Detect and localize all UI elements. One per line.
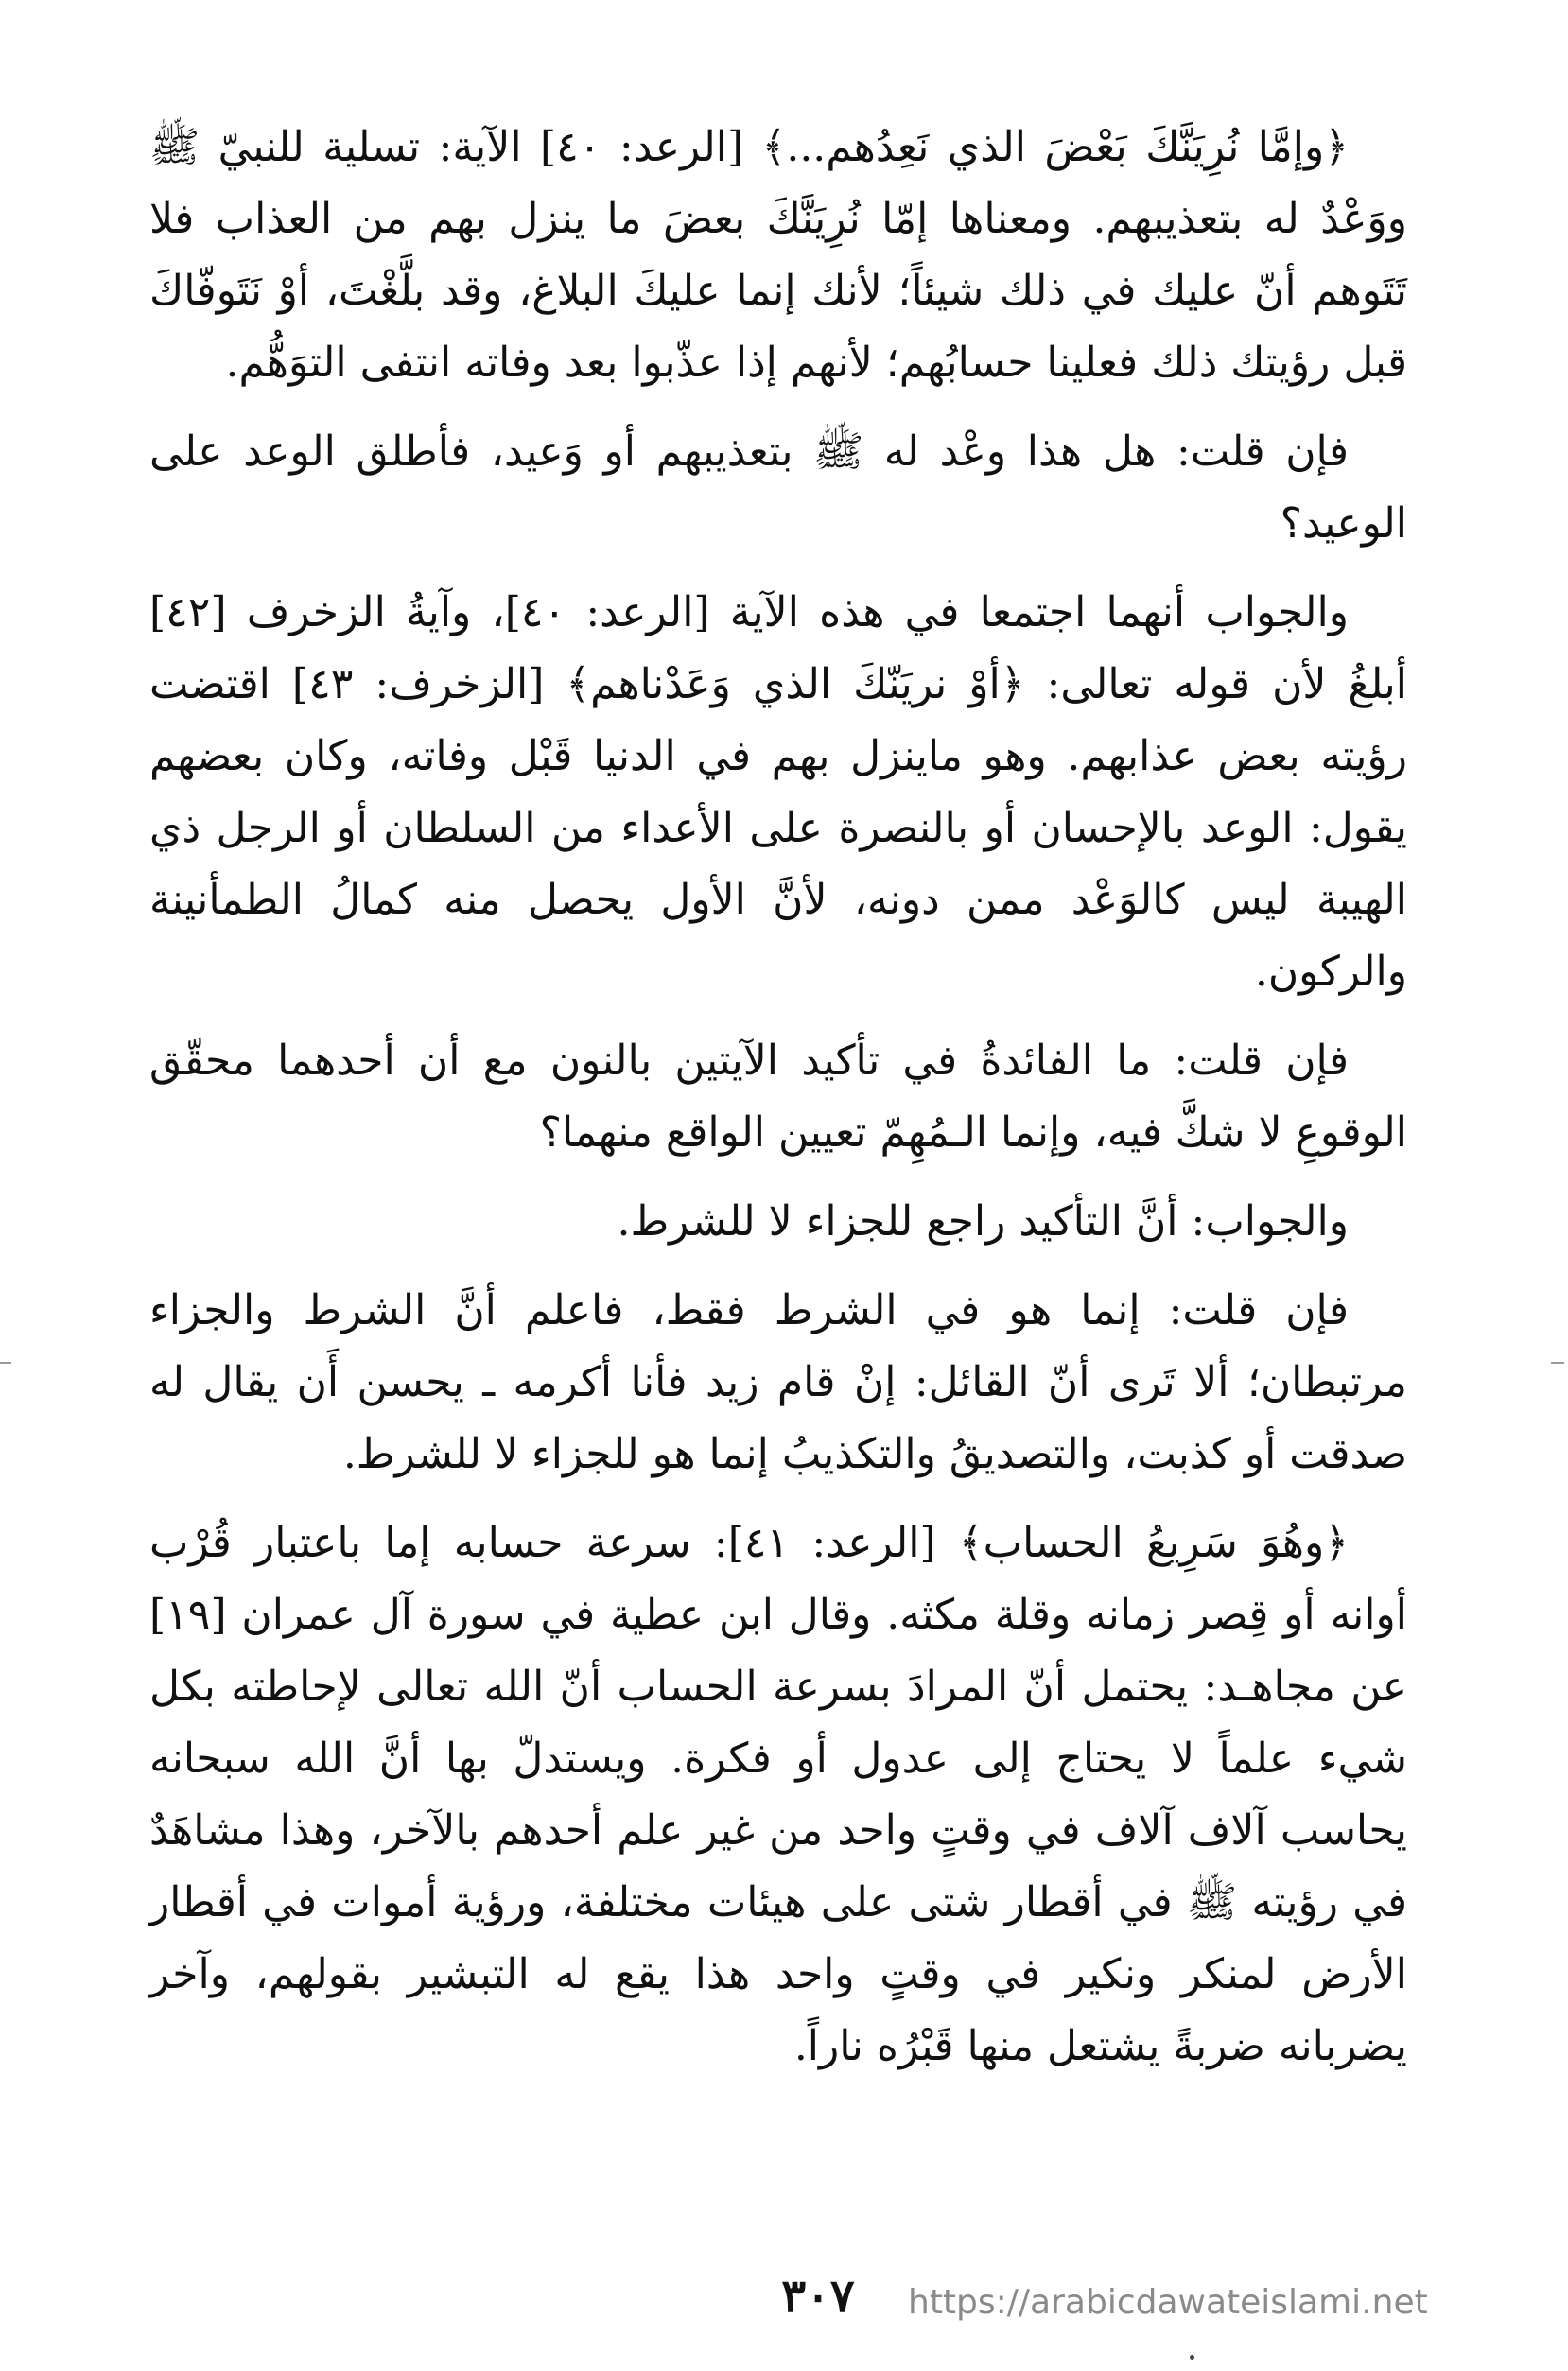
scan-mark-left [0,1362,11,1364]
scan-mark-right [1551,1362,1564,1364]
paragraph-2: فإن قلت: هل هذا وعْد له ﷺ بتعذيبهم أو وَعيد، فأطلق الوعد على الوعيد؟ [149,427,1407,548]
scan-speck [1190,2355,1194,2360]
watermark-url: https://arabicdawateislami.net [908,2283,1428,2322]
paragraph-1: ﴿وإمَّا نُرِيَنَّكَ بَعْضَ الذي نَعِدُهم...﴾ [الرعد: ٤٠] الآية: تسلية للنبيّ ﷺ ووَعْدٌ له بتعذيبهم. ومعناها إمّا نُرِيَنَّكَ بعضَ ما ينزل بهم من العذاب فلا تَتَوهم أنّ عليك في ذلك شيئاً؛ لأنك إنما عليكَ البلاغ، وقد بلَّغْتَ، أوْ نَتَوفّاكَ قبل رؤيتك ذلك فعلينا حسابُهم؛ لأنهم إذا عذّبوا بعد وفاته انتفى التوَهُّم. [149,123,1407,387]
paragraph-4: فإن قلت: ما الفائدةُ في تأكيد الآيتين بالنون مع أن أحدهما محقّق الوقوعِ لا شكَّ فيه، وإنما الـمُهِمّ تعيين الواقع منهما؟ [149,1037,1407,1157]
paragraph-7: ﴿وهُوَ سَرِيعُ الحساب﴾ [الرعد: ٤١]: سرعة حسابه إما باعتبار قُرْب أوانه أو قِصر زمانه وقلة مكثه. وقال ابن عطية في سورة آل عمران [١٩] عن مجاهـد: يحتمل أنّ المرادَ بسرعة الحساب أنّ الله تعالى لإحاطته بكل شيء علماً لا يحتاج إلى عدول أو فكرة. ويستدلّ بها أنَّ الله سبحانه يحاسب آلاف آلاف في وقتٍ واحد من غير علم أحدهم بالآخر، وهذا مشاهَدٌ في رؤيته ﷺ في أقطار شتى على هيئات مختلفة، ورؤية أموات في أقطار الأرض لمنكر ونكير في وقتٍ واحد هذا يقع له التبشير بقولهم، وآخر يضربانه ضربةً يشتعل منها قَبْرُه ناراً. [149,1519,1407,2070]
page-body [149,112,1407,2100]
paragraph-3: والجواب أنهما اجتمعا في هذه الآية [الرعد: ٤٠]، وآيةُ الزخرف [٤٢] أبلغُ لأن قوله تعالى: ﴿أوْ نريَنّكَ الذي وَعَدْناهم﴾ [الزخرف: ٤٣] اقتضت رؤيته بعض عذابهم. وهو ماينزل بهم في الدنيا قَبْل وفاته، وكان بعضهم يقول: الوعد بالإحسان أو بالنصرة على الأعداء من السلطان أو الرجل ذي الهيبة ليس كالوَعْد ممن دونه، لأنَّ الأول يحصل منه كمالُ الطمأنينة والركون. [149,588,1408,996]
paragraph-5: والجواب: أنَّ التأكيد راجع للجزاء لا للشرط. [617,1197,1349,1246]
paragraph-6: فإن قلت: إنما هو في الشرط فقط، فاعلم أنَّ الشرط والجزاء مرتبطان؛ ألا تَرى أنّ القائل: إنْ قام زيد فأنا أكرمه ـ يحسن أَن يقال له صدقت أو كذبت، والتصديقُ والتكذيبُ إنما هو للجزاء لا للشرط. [149,1286,1407,1478]
page-number: ٣٠٧ [781,2270,855,2323]
